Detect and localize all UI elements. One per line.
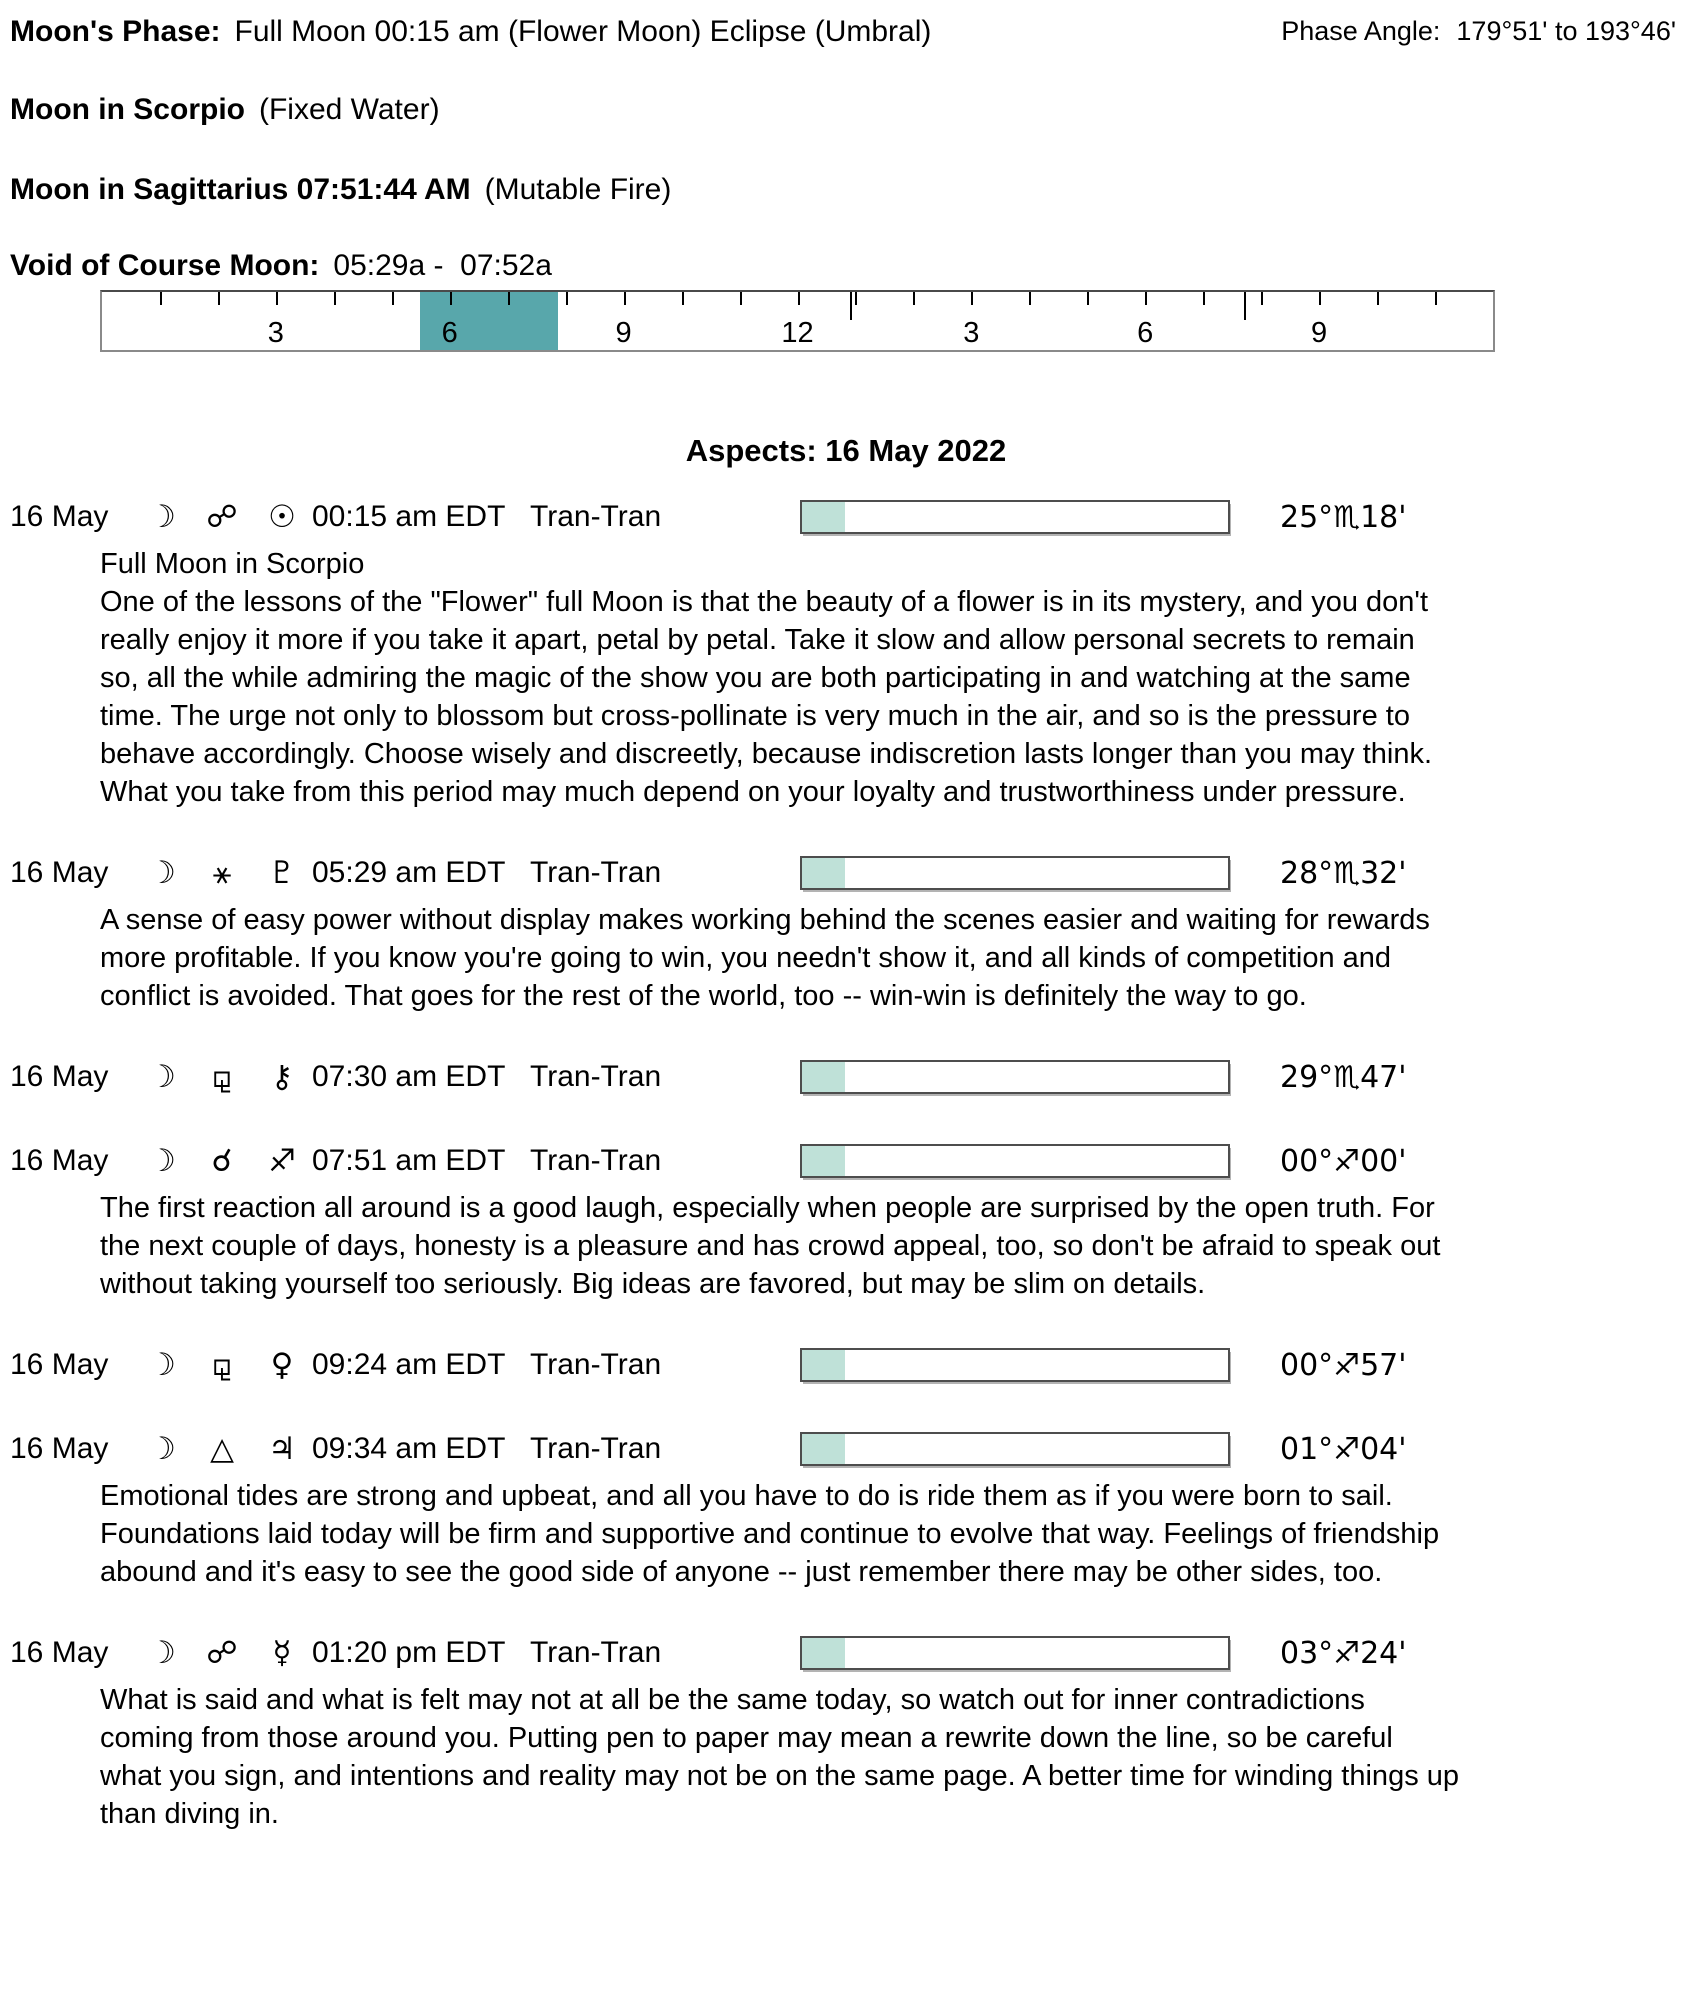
hour-tick (1145, 292, 1147, 305)
aspect-block (10, 1427, 1682, 1591)
moon-icon: ☽ (148, 1431, 176, 1467)
aspect-position: 01°♐04' (1280, 1431, 1407, 1467)
hour-tick (566, 292, 568, 305)
hour-tick (798, 292, 800, 305)
aspect-symbols (132, 1347, 312, 1384)
aspect-strength-bar (800, 500, 1230, 534)
sesquiquadrate-icon: ⚼ (211, 1346, 233, 1383)
aspect-description: The first reaction all around is a good laugh, especially when people are surprised by the open truth. For the next couple of days, honesty is a pleasure and has crowd appeal, too, so don't be afraid to speak out without taking yourself too seriously. Big ideas are favored, but may be slim on details. (100, 1192, 1441, 1300)
moons-phase-value: Full Moon 00:15 am (Flower Moon) Eclipse (Umbral) (234, 15, 932, 48)
aspect-description: One of the lessons of the "Flower" full Moon is that the beauty of a flower is in its mystery, and you don't really enjoy it more if you take it apart, petal by petal. Take it slow and allow personal secrets to remain so, all the while admiring the magic of the show you are both participating in and watching at the same time. The urge not only to blossom but cross-pollinate is very much in the air, and so is the pressure to behave accordingly. Choose wisely and discreetly, because indiscretion lasts longer than you may think. What you take from this period may much depend on your loyalty and trustworthiness under pressure. (100, 586, 1433, 808)
aspect-block (10, 1055, 1682, 1099)
hour-label: 6 (1137, 317, 1154, 349)
sextile-icon: ⚹ (212, 854, 232, 891)
aspect-strength-bar (800, 856, 1230, 890)
moons-phase-label: Moon's Phase: (10, 15, 221, 48)
aspect-position: 29°♏47' (1280, 1059, 1407, 1095)
moon-in-scorpio-label: Moon in Scorpio (10, 93, 245, 126)
void-of-course-value: 05:29a - 07:52a (333, 249, 552, 282)
mercury-icon: ☿ (272, 1635, 292, 1671)
conjunction-icon: ☌ (211, 1143, 233, 1179)
moon-icon: ☽ (148, 854, 176, 891)
aspect-block (10, 495, 1682, 811)
sagittarius-icon: ♐ (268, 1143, 296, 1179)
aspect-type: Tran-Tran (530, 500, 662, 533)
aspect-type: Tran-Tran (530, 1348, 662, 1381)
aspect-position: 00°♐00' (1280, 1143, 1407, 1179)
aspect-block (10, 1343, 1682, 1387)
hour-tick (913, 292, 915, 305)
void-of-course-line (10, 248, 1682, 284)
aspect-time: 01:20 pm EDT (312, 1636, 506, 1669)
aspect-position: 00°♐57' (1280, 1347, 1407, 1383)
hour-tick (160, 292, 162, 305)
moon-icon: ☽ (148, 1346, 176, 1383)
long-tick (850, 292, 852, 320)
aspect-block (10, 851, 1682, 1015)
hour-tick (218, 292, 220, 305)
aspect-row (10, 1427, 1682, 1471)
aspect-heading: Full Moon in Scorpio (100, 548, 365, 580)
aspect-time: 07:30 am EDT (312, 1060, 506, 1093)
moon-icon: ☽ (148, 1635, 176, 1671)
hour-label: 3 (267, 317, 284, 349)
aspect-description: A sense of easy power without display makes working behind the scenes easier and waiting for rewards more profitable. If you know you're going to win, you needn't show it, and all kinds of competition and conflict is avoided. That goes for the rest of the world, too -- win-win is definitely the way to go. (100, 904, 1430, 1012)
aspect-symbols (132, 1431, 312, 1467)
moon-in-sagittarius-note: (Mutable Fire) (484, 173, 672, 206)
aspect-strength-bar-fill (802, 1434, 845, 1464)
aspect-symbols (132, 1635, 312, 1671)
moon-icon: ☽ (148, 1143, 176, 1179)
aspect-type: Tran-Tran (530, 1636, 662, 1669)
aspects-list (10, 495, 1682, 1833)
hour-tick (1377, 292, 1379, 305)
voc-timeline (100, 290, 1495, 352)
long-tick (1244, 292, 1246, 320)
aspect-row (10, 495, 1682, 539)
aspect-block (10, 1631, 1682, 1833)
aspect-date: 16 May (10, 1348, 109, 1381)
hour-tick (1029, 292, 1031, 305)
opposition-icon: ☍ (206, 499, 238, 535)
moon-icon: ☽ (148, 1058, 176, 1095)
aspect-row (10, 1631, 1682, 1675)
hour-label: 9 (1311, 317, 1328, 349)
aspect-row (10, 851, 1682, 895)
aspect-date: 16 May (10, 1432, 109, 1465)
voc-highlight (420, 292, 559, 350)
moon-icon: ☽ (148, 499, 176, 535)
phase-angle-label: Phase Angle: (1281, 16, 1441, 46)
sun-icon: ☉ (268, 499, 296, 535)
sesquiquadrate-icon: ⚼ (211, 1058, 233, 1095)
hour-tick (508, 292, 510, 305)
chiron-icon: ⚷ (270, 1058, 294, 1095)
opposition-icon: ☍ (206, 1635, 238, 1671)
aspect-date: 16 May (10, 1060, 109, 1093)
hour-tick (740, 292, 742, 305)
aspect-row (10, 1343, 1682, 1387)
hour-tick (1203, 292, 1205, 305)
aspect-time: 09:24 am EDT (312, 1348, 506, 1381)
aspect-strength-bar (800, 1432, 1230, 1466)
aspect-date: 16 May (10, 1144, 109, 1177)
aspect-date: 16 May (10, 500, 109, 533)
aspect-type: Tran-Tran (530, 1144, 662, 1177)
jupiter-icon: ♃ (268, 1431, 296, 1467)
aspect-strength-bar-fill (802, 1062, 845, 1092)
hour-tick (1261, 292, 1263, 305)
hour-tick (334, 292, 336, 305)
aspect-strength-bar (800, 1348, 1230, 1382)
hour-tick (682, 292, 684, 305)
aspect-symbols (132, 855, 312, 892)
aspect-block (10, 1139, 1682, 1303)
aspect-strength-bar-fill (802, 1638, 845, 1668)
aspect-strength-bar-fill (802, 858, 845, 888)
aspects-title: Aspects: 16 May 2022 (685, 433, 1007, 468)
aspect-date: 16 May (10, 1636, 109, 1669)
aspect-position: 25°♏18' (1280, 499, 1407, 535)
hour-label: 12 (781, 317, 814, 349)
aspect-strength-bar-fill (802, 1146, 845, 1176)
aspect-strength-bar (800, 1636, 1230, 1670)
void-of-course-label: Void of Course Moon: (10, 249, 320, 282)
hour-tick (276, 292, 278, 305)
aspect-time: 05:29 am EDT (312, 856, 506, 889)
aspect-strength-bar-fill (802, 502, 845, 532)
hour-tick (855, 292, 857, 305)
aspect-date: 16 May (10, 856, 109, 889)
hour-tick (1435, 292, 1437, 305)
hour-tick (1319, 292, 1321, 305)
aspect-time: 09:34 am EDT (312, 1432, 506, 1465)
hour-tick (624, 292, 626, 305)
phase-angle (1281, 16, 1676, 47)
aspect-strength-bar (800, 1060, 1230, 1094)
hour-label: 3 (963, 317, 980, 349)
hour-tick (392, 292, 394, 305)
aspect-symbols (132, 1059, 312, 1096)
aspect-type: Tran-Tran (530, 856, 662, 889)
aspect-position: 28°♏32' (1280, 855, 1407, 891)
aspect-type: Tran-Tran (530, 1432, 662, 1465)
aspect-symbols (132, 1143, 312, 1179)
aspect-description: Emotional tides are strong and upbeat, and all you have to do is ride them as if you were born to sail. Foundations laid today will be firm and supportive and continue to evolve that way. Feelings of friendship abound and it's easy to see the good side of anyone -- just remember there may be other sides, too. (100, 1480, 1440, 1588)
aspect-symbols (132, 499, 312, 535)
hour-tick (450, 292, 452, 305)
aspect-time: 07:51 am EDT (312, 1144, 506, 1177)
moon-in-sagittarius-label: Moon in Sagittarius 07:51:44 AM (10, 173, 471, 206)
hour-tick (971, 292, 973, 305)
venus-icon: ♀ (270, 1346, 294, 1383)
hour-label: 9 (615, 317, 632, 349)
trine-icon: △ (210, 1431, 234, 1467)
pluto-icon: ♇ (268, 854, 296, 891)
aspect-description: What is said and what is felt may not at all be the same today, so watch out for inner contradictions coming from those around you. Putting pen to paper may mean a rewrite down the line, so be careful what you sign, and intentions and reality may not be on the same page. A better time for winding things up than diving in. (100, 1684, 1460, 1830)
phase-angle-value: 179°51' to 193°46' (1456, 16, 1676, 46)
aspect-strength-bar (800, 1144, 1230, 1178)
moon-in-sagittarius-line (10, 172, 1682, 208)
hour-tick (1087, 292, 1089, 305)
aspect-position: 03°♐24' (1280, 1635, 1407, 1671)
moon-in-scorpio-line (10, 92, 1682, 128)
moon-in-scorpio-note: (Fixed Water) (258, 93, 440, 126)
aspect-row (10, 1139, 1682, 1183)
aspect-strength-bar-fill (802, 1350, 845, 1380)
aspect-type: Tran-Tran (530, 1060, 662, 1093)
aspect-row (10, 1055, 1682, 1099)
aspect-time: 00:15 am EDT (312, 500, 506, 533)
hour-label: 6 (441, 317, 458, 349)
